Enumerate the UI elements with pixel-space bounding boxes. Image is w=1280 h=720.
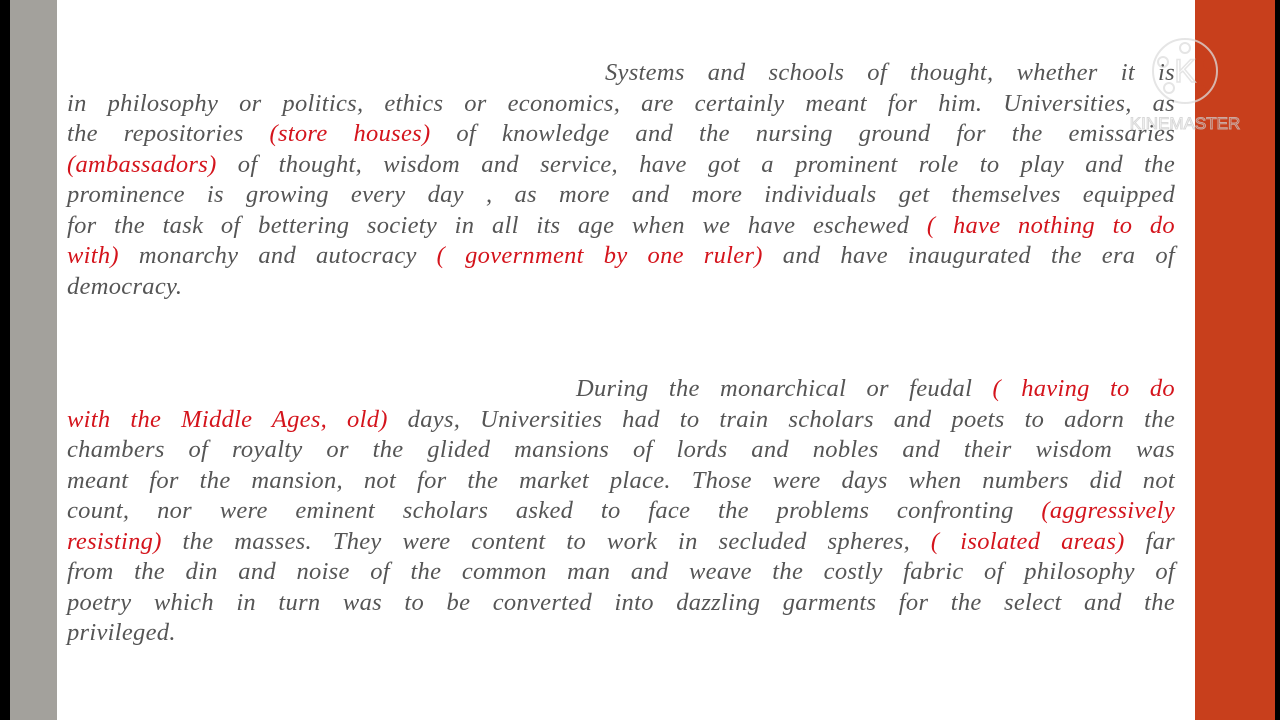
kinemaster-watermark [1125,38,1245,138]
text-line [67,588,1175,618]
kinemaster-logo-icon [1125,38,1245,138]
body-text: of thought, wisdom and service, have got a prominent role to play and the [216,150,1175,178]
left-gray-bar [10,0,57,720]
body-text: far [1124,527,1176,555]
body-text: in philosophy or politics, ethics or economics, are certainly meant for him. Universities, as [67,89,1175,117]
definition-text: with the Middle Ages, old) [67,405,388,433]
text-line [67,496,1175,526]
body-text: the repositories [67,120,270,147]
text-line [67,89,1175,119]
body-text: days, Universities had to train scholars and poets to adorn the [387,405,1175,433]
body-text: meant for the mansion, not for the market place. Those were days when numbers did not [67,466,1175,494]
text-line [67,435,1175,465]
definition-text: ( having to do [992,375,1175,402]
text-line [67,557,1175,587]
svg-text:K: K [1174,53,1196,89]
left-black-border [0,0,10,720]
body-text: of knowledge and the nursing ground for the emissaries [430,120,1175,147]
body-text: chambers of royalty or the glided mansions of lords and nobles and their wisdom was [67,436,1175,463]
svg-text:KINEMASTER: KINEMASTER [1129,114,1241,133]
body-text: privileged. [67,619,176,646]
text-line [67,119,1175,149]
text-line [67,527,1175,557]
body-text: poetry which in turn was to be converted into dazzling garments for the select and the [67,588,1175,616]
text-line [67,180,1175,210]
text-line [67,618,1175,648]
definition-text: ( isolated areas) [930,527,1125,555]
definition-text: ( have nothing to do [926,211,1175,239]
text-line [67,241,1175,271]
body-text: the masses. They were content to work in secluded spheres, [161,527,931,555]
definition-text: (aggressively [1041,497,1175,524]
body-text: During the monarchical or feudal [576,375,993,402]
right-black-border [1275,0,1280,720]
text-line [67,272,1175,302]
definition-text: ( government by one ruler) [436,242,763,269]
body-text: for the task of bettering society in all its age when we have eschewed [67,211,927,239]
body-text: monarchy and autocracy [118,242,437,269]
body-text: democracy. [67,272,183,300]
body-text: count, nor were eminent scholars asked to face the problems confronting [67,497,1042,524]
body-text: from the din and noise of the common man and weave the costly fabric of philosophy of [67,558,1175,585]
text-line [67,211,1175,241]
text-line [67,150,1175,180]
text-line [576,374,1175,404]
definition-text: resisting) [67,527,162,555]
text-line [67,405,1175,435]
body-text: and have inaugurated the era of [762,242,1175,269]
body-text: Systems and schools of thought, whether it is [605,59,1175,86]
body-text: prominence is growing every day , as more and more individuals get themselves equipped [67,181,1175,208]
definition-text: (ambassadors) [67,150,217,178]
text-line [605,58,1175,88]
definition-text: with) [67,242,119,269]
definition-text: (store houses) [269,120,431,147]
text-line [67,466,1175,496]
